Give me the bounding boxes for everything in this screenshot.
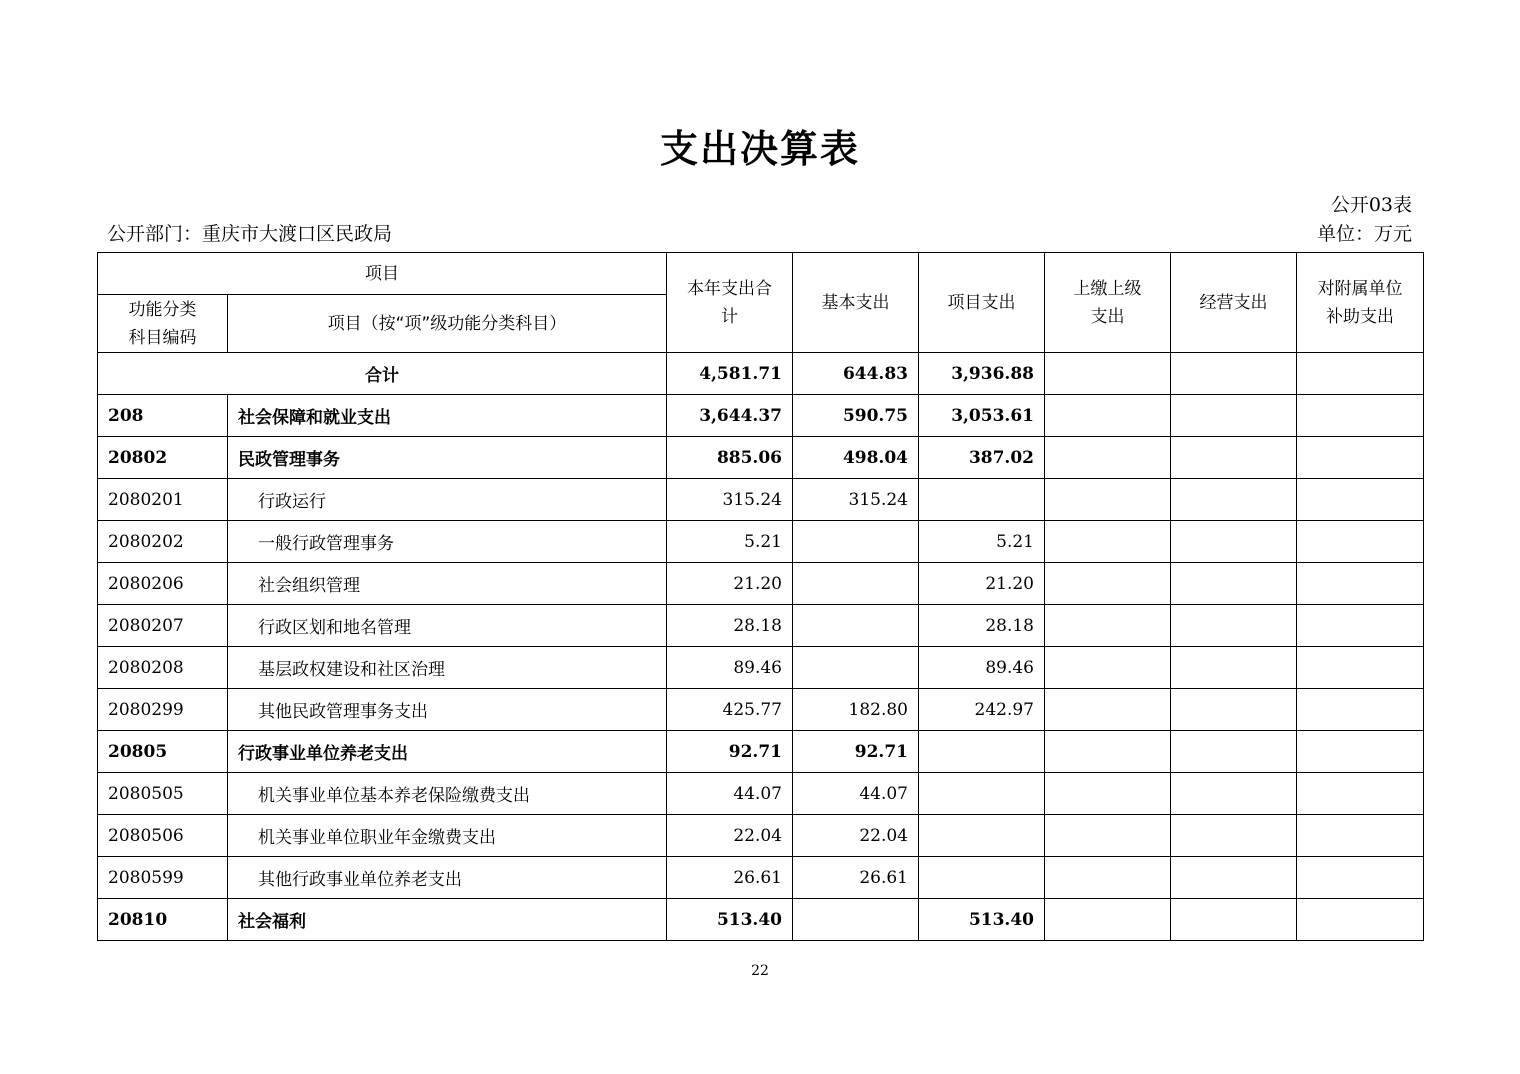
row-project: 3,053.61 — [919, 395, 1045, 437]
row-total: 26.61 — [667, 857, 793, 899]
row-name: 行政区划和地名管理 — [228, 605, 667, 647]
row-subsidy — [1297, 605, 1424, 647]
row-business — [1171, 479, 1297, 521]
row-business — [1171, 731, 1297, 773]
row-upper — [1045, 605, 1171, 647]
row-subsidy — [1297, 815, 1424, 857]
row-code: 2080505 — [98, 773, 228, 815]
header-total — [667, 253, 793, 353]
row-total: 28.18 — [667, 605, 793, 647]
row-basic — [793, 899, 919, 941]
row-upper — [1045, 521, 1171, 563]
row-subsidy — [1297, 479, 1424, 521]
table-row — [98, 815, 1424, 857]
row-name: 机关事业单位职业年金缴费支出 — [228, 815, 667, 857]
row-name: 一般行政管理事务 — [228, 521, 667, 563]
header-code — [98, 295, 228, 353]
total-label: 合计 — [98, 353, 667, 395]
table-row — [98, 857, 1424, 899]
row-project: 242.97 — [919, 689, 1045, 731]
row-total: 513.40 — [667, 899, 793, 941]
row-upper — [1045, 479, 1171, 521]
row-total: 21.20 — [667, 563, 793, 605]
row-subsidy — [1297, 437, 1424, 479]
row-project: 21.20 — [919, 563, 1045, 605]
row-name: 社会保障和就业支出 — [228, 395, 667, 437]
row-upper — [1045, 395, 1171, 437]
row-code: 2080206 — [98, 563, 228, 605]
row-subsidy — [1297, 647, 1424, 689]
row-project: 513.40 — [919, 899, 1045, 941]
table-row — [98, 899, 1424, 941]
table-row — [98, 395, 1424, 437]
table-row — [98, 773, 1424, 815]
row-subsidy — [1297, 857, 1424, 899]
row-code: 20802 — [98, 437, 228, 479]
row-name: 社会组织管理 — [228, 563, 667, 605]
row-project: 387.02 — [919, 437, 1045, 479]
row-project — [919, 857, 1045, 899]
expenditure-table — [97, 252, 1424, 941]
header-business: 经营支出 — [1171, 253, 1297, 353]
row-upper — [1045, 773, 1171, 815]
row-total: 89.46 — [667, 647, 793, 689]
row-total: 44.07 — [667, 773, 793, 815]
header-basic: 基本支出 — [793, 253, 919, 353]
row-total: 92.71 — [667, 731, 793, 773]
row-project — [919, 815, 1045, 857]
row-total: 315.24 — [667, 479, 793, 521]
row-subsidy — [1297, 563, 1424, 605]
row-basic: 22.04 — [793, 815, 919, 857]
row-basic: 182.80 — [793, 689, 919, 731]
row-total: 22.04 — [667, 815, 793, 857]
row-upper — [1045, 689, 1171, 731]
row-business — [1171, 437, 1297, 479]
total-basic: 644.83 — [793, 353, 919, 395]
row-project: 89.46 — [919, 647, 1045, 689]
table-row — [98, 731, 1424, 773]
row-basic — [793, 521, 919, 563]
row-upper — [1045, 647, 1171, 689]
row-code: 2080599 — [98, 857, 228, 899]
row-subsidy — [1297, 395, 1424, 437]
row-business — [1171, 689, 1297, 731]
row-code: 2080201 — [98, 479, 228, 521]
row-upper — [1045, 563, 1171, 605]
table-row — [98, 647, 1424, 689]
row-subsidy — [1297, 521, 1424, 563]
row-total: 425.77 — [667, 689, 793, 731]
row-business — [1171, 815, 1297, 857]
page-number: 22 — [751, 963, 769, 979]
row-business — [1171, 563, 1297, 605]
row-subsidy — [1297, 689, 1424, 731]
row-code: 20805 — [98, 731, 228, 773]
row-code: 2080207 — [98, 605, 228, 647]
row-subsidy — [1297, 773, 1424, 815]
row-name: 行政事业单位养老支出 — [228, 731, 667, 773]
row-basic — [793, 605, 919, 647]
row-upper — [1045, 437, 1171, 479]
row-project: 28.18 — [919, 605, 1045, 647]
table-row — [98, 479, 1424, 521]
row-basic: 315.24 — [793, 479, 919, 521]
row-project — [919, 773, 1045, 815]
header-subsidy — [1297, 253, 1424, 353]
row-business — [1171, 395, 1297, 437]
table-row — [98, 437, 1424, 479]
table-row — [98, 605, 1424, 647]
row-basic: 26.61 — [793, 857, 919, 899]
row-code: 208 — [98, 395, 228, 437]
total-upper — [1045, 353, 1171, 395]
row-business — [1171, 647, 1297, 689]
header-upper-text: 上缴上级支出 — [1073, 278, 1142, 327]
row-name: 其他行政事业单位养老支出 — [228, 857, 667, 899]
row-basic: 590.75 — [793, 395, 919, 437]
row-name: 民政管理事务 — [228, 437, 667, 479]
row-code: 2080202 — [98, 521, 228, 563]
header-subsidy-text: 对附属单位补助支出 — [1317, 278, 1403, 327]
row-upper — [1045, 731, 1171, 773]
header-total-text: 本年支出合计 — [687, 278, 772, 327]
row-basic: 498.04 — [793, 437, 919, 479]
row-name: 其他民政管理事务支出 — [228, 689, 667, 731]
unit-label: 单位：万元 — [1316, 223, 1412, 245]
row-upper — [1045, 857, 1171, 899]
row-business — [1171, 521, 1297, 563]
row-code: 20810 — [98, 899, 228, 941]
header-name — [228, 295, 667, 353]
row-business — [1171, 605, 1297, 647]
total-row — [98, 353, 1424, 395]
table-number: 公开03表 — [1330, 194, 1412, 216]
total-subsidy — [1297, 353, 1424, 395]
row-total: 885.06 — [667, 437, 793, 479]
header-name-text: 项目（按“项”级功能分类科目） — [327, 313, 567, 334]
total-project: 3,936.88 — [919, 353, 1045, 395]
row-upper — [1045, 815, 1171, 857]
row-project — [919, 479, 1045, 521]
row-project: 5.21 — [919, 521, 1045, 563]
row-total: 3,644.37 — [667, 395, 793, 437]
row-business — [1171, 899, 1297, 941]
row-upper — [1045, 899, 1171, 941]
total-total: 4,581.71 — [667, 353, 793, 395]
row-name: 社会福利 — [228, 899, 667, 941]
row-subsidy — [1297, 899, 1424, 941]
row-project — [919, 731, 1045, 773]
row-name: 机关事业单位基本养老保险缴费支出 — [228, 773, 667, 815]
row-basic: 44.07 — [793, 773, 919, 815]
row-basic — [793, 647, 919, 689]
row-code: 2080208 — [98, 647, 228, 689]
header-code-text: 功能分类科目编码 — [128, 299, 197, 348]
table-row — [98, 563, 1424, 605]
header-project: 项目支出 — [919, 253, 1045, 353]
table-row — [98, 521, 1424, 563]
header-item-group: 项目 — [98, 253, 667, 295]
row-subsidy — [1297, 731, 1424, 773]
department-label: 公开部门：重庆市大渡口区民政局 — [107, 223, 393, 245]
row-code: 2080506 — [98, 815, 228, 857]
row-total: 5.21 — [667, 521, 793, 563]
row-name: 基层政权建设和社区治理 — [228, 647, 667, 689]
total-business — [1171, 353, 1297, 395]
header-upper — [1045, 253, 1171, 353]
row-basic — [793, 563, 919, 605]
row-basic: 92.71 — [793, 731, 919, 773]
row-business — [1171, 773, 1297, 815]
row-name: 行政运行 — [228, 479, 667, 521]
row-code: 2080299 — [98, 689, 228, 731]
table-row — [98, 689, 1424, 731]
row-business — [1171, 857, 1297, 899]
page-title: 支出决算表 — [659, 127, 860, 171]
